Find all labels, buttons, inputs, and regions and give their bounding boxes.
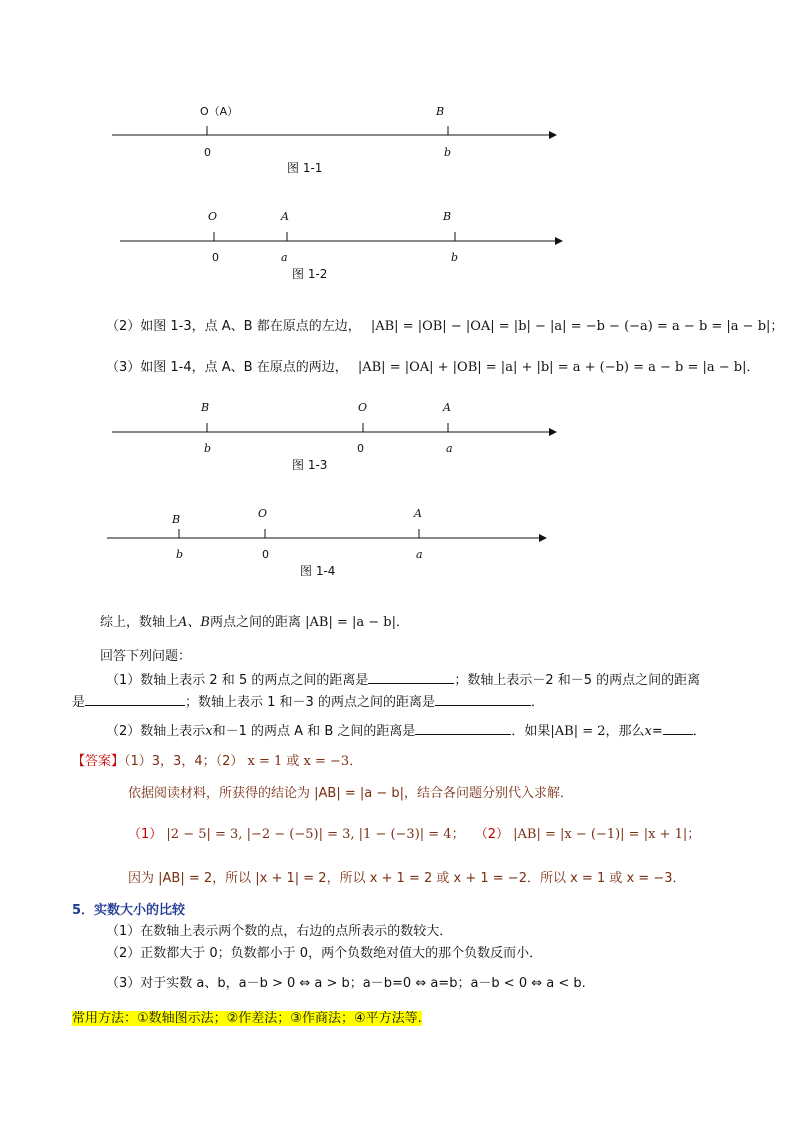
answer-line <box>72 753 362 771</box>
section-5-item-3: （3）对于实数 a、b，a－b > 0 ⇔ a > b；a－b=0 ⇔ a=b；a－b < 0 ⇔ a < b. <box>106 976 586 991</box>
q1-part3: 是 <box>72 695 86 710</box>
fig1-tick-b-label: b <box>444 146 452 159</box>
answer-line1-label: （1） <box>128 827 163 842</box>
fig4-tick-0-label: 0 <box>262 548 269 561</box>
q2-part2: 和－1 的两点 A 和 B 之间的距离是 <box>212 724 416 739</box>
answer-formula: x = 1 或 x = −3． <box>247 754 363 769</box>
fig4-point-o-label: O <box>258 507 268 520</box>
fig2-tick-0-label: 0 <box>212 251 219 264</box>
figure-1-3-caption: 图 1-3 <box>292 458 328 472</box>
fig4-point-a-label: A <box>414 507 422 520</box>
fig4-tick-b-label: b <box>176 548 184 561</box>
q2-part5: = <box>651 724 663 739</box>
case-3-formula: |AB| = |OA| + |OB| = |a| + |b| = a + (−b) = a − b = |a − b|． <box>357 360 760 375</box>
answer-line-2: 因为 |AB| = 2，所以 |x + 1| = 2，所以 x + 1 = 2 或 x + 1 = −2．所以 x = 1 或 x = −3． <box>128 871 686 886</box>
q2-x: x <box>205 724 213 739</box>
fig3-tick-0-label: 0 <box>357 442 364 455</box>
figure-1-2-caption: 图 1-2 <box>292 267 328 281</box>
fig2-tick-b-label: b <box>451 251 459 264</box>
figure-1-1-caption: 图 1-1 <box>287 161 323 175</box>
summary-prefix: 综上，数轴上 <box>100 615 179 630</box>
fig1-point-b-label: B <box>436 105 445 118</box>
fig4-tick-a-label: a <box>416 548 423 561</box>
summary-ab: A、B <box>178 615 210 630</box>
answer-line1-label2: （2） <box>474 827 509 842</box>
fig2-tick-a-label: a <box>281 251 288 264</box>
fig3-point-a-label: A <box>443 401 451 414</box>
q1-part5: ． <box>530 695 544 710</box>
questions-intro: 回答下列问题： <box>100 649 192 664</box>
q1-blank-1[interactable] <box>368 669 454 684</box>
fig2-point-o-label: O <box>208 210 218 223</box>
q2-part4: ，那么 <box>605 724 645 739</box>
q2-blank-1[interactable] <box>415 720 511 735</box>
q2-part3: ．如果 <box>511 724 551 739</box>
section-5-methods <box>72 1010 422 1028</box>
q1-part1: （1）数轴上表示 2 和 5 的两点之间的距离是 <box>106 673 369 688</box>
q1-part2: ；数轴上表示－2 和－5 的两点之间的距离 <box>454 673 701 688</box>
fig1-point-o-label: O（A） <box>200 105 239 118</box>
case-3-line <box>106 359 760 377</box>
answer-text: （1）3，3，4；（2） <box>124 754 244 769</box>
figure-1-1 <box>112 105 556 159</box>
answer-label: 【答案】 <box>72 754 125 769</box>
figure-1-4 <box>107 507 546 561</box>
fig3-point-o-label: O <box>358 401 368 414</box>
summary-middle: 两点之间的距离 <box>209 615 301 630</box>
figure-1-3 <box>112 401 556 455</box>
summary-line <box>100 614 409 632</box>
question-1-line-2 <box>72 691 544 712</box>
section-5-heading: 5．实数大小的比较 <box>72 903 186 918</box>
fig3-point-b-label: B <box>201 401 210 414</box>
question-1-line-1 <box>106 669 700 690</box>
case-3-text: （3）如图 1-4，点 A、B 在原点的两边， <box>106 360 348 375</box>
q1-blank-2[interactable] <box>85 691 185 706</box>
q2-blank-2[interactable] <box>663 720 693 735</box>
answer-line1-formula: |2 − 5| = 3, |−2 − (−5)| = 3, |1 − (−3)| = 4； <box>166 827 465 842</box>
fig2-point-a-label: A <box>281 210 289 223</box>
section-5-methods-text: 常用方法：①数轴图示法；②作差法；③作商法；④平方法等. <box>72 1011 422 1026</box>
q1-blank-3[interactable] <box>435 691 531 706</box>
fig3-tick-b-label: b <box>204 442 212 455</box>
section-5-item-2: （2）正数都大于 0；负数都小于 0，两个负数绝对值大的那个负数反而小． <box>106 946 543 961</box>
case-2-formula: |AB| = |OB| − |OA| = |b| − |a| = −b − (−a) = a − b = |a − b|； <box>370 319 784 334</box>
fig1-tick-0-label: 0 <box>204 146 211 159</box>
section-5-item-1: （1）在数轴上表示两个数的点，右边的点所表示的数较大． <box>106 924 453 939</box>
question-2-line <box>106 720 706 741</box>
q2-part1: （2）数轴上表示 <box>106 724 206 739</box>
q2-x2: x <box>644 724 652 739</box>
fig3-tick-a-label: a <box>446 442 453 455</box>
q1-part4: ；数轴上表示 1 和－3 的两点之间的距离是 <box>185 695 435 710</box>
q2-formula: |AB| = 2 <box>550 724 606 739</box>
answer-line-1 <box>128 826 700 844</box>
q2-part6: ． <box>692 724 706 739</box>
case-2-line <box>106 318 783 336</box>
answer-explain: 依据阅读材料，所获得的结论为 |AB| = |a − b|，结合各问题分别代入求解． <box>128 786 573 801</box>
summary-formula: |AB| = |a − b|． <box>305 615 409 630</box>
fig2-point-b-label: B <box>443 210 452 223</box>
figure-1-4-caption: 图 1-4 <box>300 564 336 578</box>
fig4-point-b-label: B <box>172 513 181 526</box>
figure-1-2 <box>120 210 562 264</box>
case-2-text: （2）如图 1-3，点 A、B 都在原点的左边， <box>106 319 361 334</box>
answer-line1-formula2: |AB| = |x − (−1)| = |x + 1|； <box>513 827 701 842</box>
